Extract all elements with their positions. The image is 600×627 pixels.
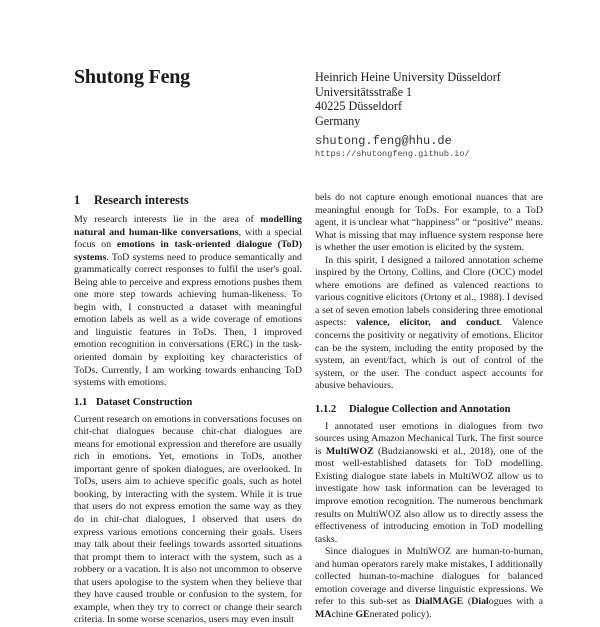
subsubsection-title: Dialogue Collection and Annotation bbox=[349, 403, 511, 415]
address-line-city: 40225 Düsseldorf bbox=[315, 99, 402, 114]
section-title: Research interests bbox=[94, 193, 189, 207]
subsubsection-heading-dialogue-collection bbox=[315, 403, 543, 417]
section-heading-research-interests bbox=[74, 192, 302, 208]
dialogue-collection-paragraph: I annotated user emotions in dialogues from two sources using Amazon Mechanical Turk. The first source is MultiWOZ (Budzianowski et al., 2018), one of the most well-established datasets for ToD modelling. Existing dialogue state labels in MultiWOZ allow us to investigate how task information can be leveraged to improve emotion recognition. The numerous benchmark results on MultiWOZ also allow us to directly assess the effectiveness of introducing emotion in ToD modelling tasks. bbox=[315, 420, 543, 545]
subsection-heading-dataset-construction bbox=[74, 396, 302, 410]
section-number: 1 bbox=[74, 193, 81, 207]
email-link[interactable]: shutong.feng@hhu.de bbox=[315, 134, 452, 148]
subsubsection-number: 1.1.2 bbox=[315, 403, 337, 415]
subsection-number: 1.1 bbox=[74, 396, 88, 408]
annotation-scheme-paragraph: In this spirit, I designed a tailored annotation scheme inspired by the Ortony, Collins, and Clore (OCC) model where emotions are defined as valenced reactions to various cognitive elicitors (Ortony et al., 1988). I devised a set of seven emotion labels considering three emotional aspects: valence, elicitor, and conduct. Valence concerns the positivity or negativity of emotions. Elicitor can be the system, including the entity proposed by the system, an event/fact, which is out of control of the system, or the user. The conduct aspect accounts for abusive behaviours. bbox=[315, 254, 543, 392]
dataset-construction-paragraph: Current research on emotions in conversations focuses on chit-chat dialogues because chit-chat dialogues are means for emotional expression and therefore are usually rich in emotions. Yet, emotions in ToDs, another important genre of spoken dialogues, are overlooked. In ToDs, users aim to achieve specific goals, such as hotel booking, by interacting with the system. While it is true that users do not express emotion the same way as they do in chit-chat dialogues, I observed that users do express various emotions concerning their goals. Users may talk about their feelings towards assorted situations that prompt them to interact with the system, such as a robbery or a vacation. It is also not uncommon to observe that users apologise to the system when they believe that they have caused trouble or confusion to the system, for example, when they try to correct or change their search criteria. In some worse scenarios, users may even insult bbox=[74, 413, 302, 626]
author-name: Shutong Feng bbox=[74, 66, 190, 88]
continued-paragraph: bels do not capture enough emotional nuances that are meaningful enough for ToDs. For example, to a ToD agent, it is unclear what “happiness” or “positive” means. What is missing that may influence system response here is whether the user emotion is elicited by the system. bbox=[315, 192, 543, 254]
affiliation-address bbox=[315, 70, 501, 128]
left-column bbox=[74, 192, 302, 627]
address-line-street: Universitätsstraße 1 bbox=[315, 84, 413, 99]
homepage-link[interactable]: https://shutongfeng.github.io/ bbox=[315, 149, 470, 159]
dialmage-paragraph: Since dialogues in MultiWOZ are human-to-human, and human operators rarely make mistakes, I additionally collected human-to-machine dialogues for balanced emotion coverage and diverse linguistic expressions. We refer to this sub-set as DialMAGE (Dialogues with a MAchine GEnerated policy). bbox=[315, 546, 543, 620]
subsection-title: Dataset Construction bbox=[96, 396, 193, 408]
address-line-country: Germany bbox=[315, 113, 361, 128]
research-interests-paragraph: My research interests lie in the area of modelling natural and human-like conversations, with a special focus on emotions in task-oriented dialogue (ToD) systems. ToD systems need to produce semantically and grammatically correct responses to fulfil the user's goal. Being able to perceive and express emotions pushes them one more step towards achieving human-likeness. To begin with, I constructed a dataset with meaningful emotion labels as well as a wide coverage of emotions and linguistic features in ToDs. Then, I improved emotion recognition in conversations (ERC) in the task-oriented domain by exploiting key characteristics of ToDs. Currently, I am working towards enhancing ToD systems with emotions. bbox=[74, 214, 303, 389]
address-line-university: Heinrich Heine University Düsseldorf bbox=[315, 70, 501, 84]
right-column bbox=[315, 192, 543, 622]
